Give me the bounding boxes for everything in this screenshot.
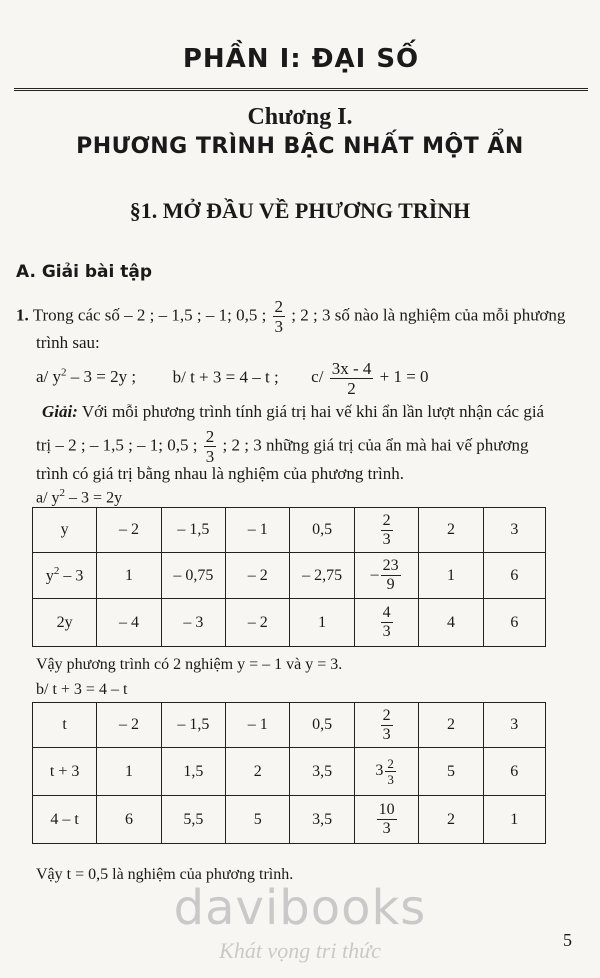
frac-num: 2 xyxy=(274,297,284,316)
table-row: t – 2 – 1,5 – 1 0,5 $\frac{2}{3}$ 2 3 xyxy=(33,703,546,748)
table-row: y – 2 – 1,5 – 1 0,5 $\frac{2}{3}$ 2 3 xyxy=(33,508,546,553)
equation-b: b/ t + 3 = 4 – t ; xyxy=(172,367,279,387)
table-a xyxy=(32,507,546,647)
table-row: 4 – t 6 5,5 5 3,5 $\frac{10}{3}$ 2 1 xyxy=(33,796,546,844)
part-b-conclusion: Vậy t = 0,5 là nghiệm của phương trình. xyxy=(36,866,294,883)
part-header xyxy=(14,30,588,91)
chapter-label: Chương I. xyxy=(247,104,353,130)
problem-text-a: Trong các số – 2 ; – 1,5 ; – 1; 0,5 ; xyxy=(32,305,267,325)
problem-number: 1. xyxy=(16,305,29,325)
part-b-label: b/ t + 3 = 4 – t xyxy=(36,681,128,698)
problem-text-b: ; 2 ; 3 số nào là nghiệm của mỗi phương xyxy=(291,305,566,325)
watermark-slogan: Khát vọng tri thức xyxy=(219,938,381,963)
table-row: t + 3 1 1,5 2 3,5 3 $\frac{2}{3}$ 5 6 xyxy=(33,748,546,796)
part-a-conclusion: Vậy phương trình có 2 nghiệm y = – 1 và y = 3. xyxy=(36,656,343,673)
problem-1-line-1 xyxy=(16,298,565,335)
problem-1-line-2: trình sau: xyxy=(36,333,100,352)
table-row: 2y – 4 – 3 – 2 1 $\frac{4}{3}$ 4 6 xyxy=(33,599,546,647)
table-row: $y^2 - 3$ 1 – 0,75 – 2 – 2,75 – $\frac{23}{9}$ 1 6 xyxy=(33,553,546,599)
table-b xyxy=(32,702,546,844)
section-title: §1. MỞ ĐẦU VỀ PHƯƠNG TRÌNH xyxy=(129,198,471,223)
equation-c: c/ $\frac{3x - 4}{2}$ + 1 = 0 xyxy=(311,359,429,398)
chapter-title: PHƯƠNG TRÌNH BẬC NHẤT MỘT ẨN xyxy=(76,134,524,159)
fraction xyxy=(273,298,286,335)
page-number: 5 xyxy=(563,930,572,950)
frac-den: 3 xyxy=(274,317,284,336)
part-a-label: a/ $y^2 - 3 = 2y$ xyxy=(36,487,123,507)
part-title: PHẦN I: ĐẠI SỐ xyxy=(182,44,420,74)
problem-1-equations xyxy=(36,360,429,397)
solution-line-2: trị – 2 ; – 1,5 ; – 1; 0,5 ; $\frac{2}{3}$ ; 2 ; 3 những giá trị của ẩn mà hai vế phương xyxy=(36,427,529,466)
subheading: A. Giải bài tập xyxy=(16,262,152,282)
solution-label: Giải: xyxy=(42,402,78,421)
solution-line-1: Giải: Với mỗi phương trình tính giá trị hai vế khi ẩn lần lượt nhận các giá xyxy=(42,402,545,421)
equation-a: a/ $y^2 - 3 = 2y$ ; xyxy=(36,366,137,387)
watermark-brand: davibooks xyxy=(173,880,427,936)
solution-line-3: trình có giá trị bằng nhau là nghiệm của phương trình. xyxy=(36,464,405,483)
